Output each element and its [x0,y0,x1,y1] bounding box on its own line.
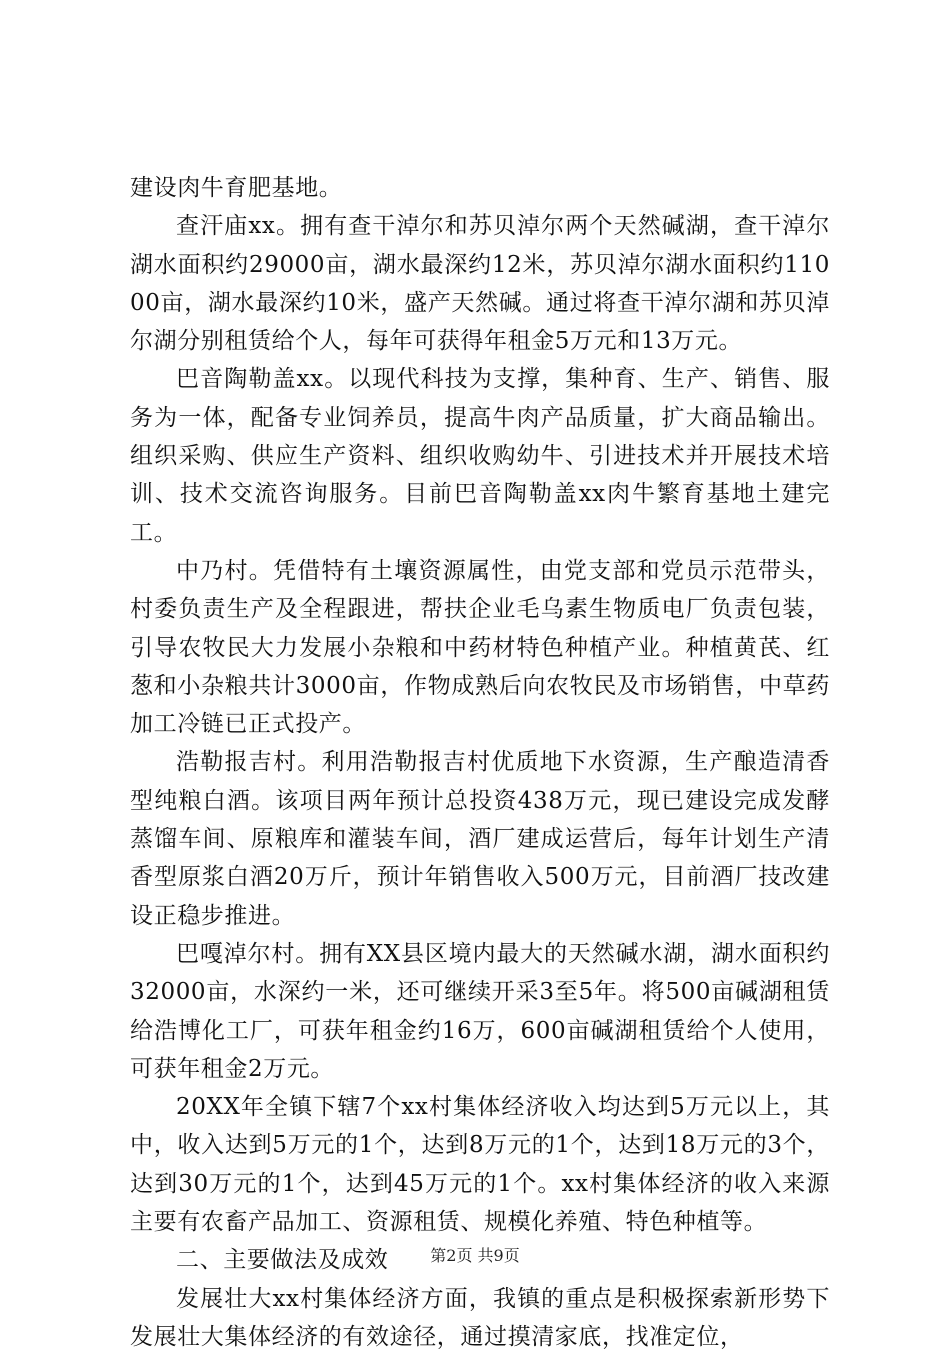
paragraph-bayintaolegai: 巴音陶勒盖xx。以现代科技为支撑，集种育、生产、销售、服务为一体，配备专业饲养员，提高牛肉产品质量，扩大商品输出。组织采购、供应生产资料、组织收购幼牛、引进技术并开展技术培训、技术交流咨询服务。目前巴音陶勒盖xx肉牛繁育基地土建完工。 [130,366,830,546]
paragraph-income-summary: 20XX年全镇下辖7个xx村集体经济收入均达到5万元以上，其中，收入达到5万元的1个，达到8万元的1个，达到18万元的3个，达到30万元的1个，达到45万元的1个。xx村集体经济的收入来源主要有农畜产品加工、资源租赁、规模化养殖、特色种植等。 [130,1094,830,1236]
page-footer: 第2页 共9页 [430,1246,520,1265]
paragraph-continuation: 建设肉牛育肥基地。 [130,175,343,201]
section-heading: 二、主要做法及成效 [176,1247,389,1274]
paragraph-bagenaoer: 巴嘎淖尔村。拥有XX县区境内最大的天然碱水湖，湖水面积约32000亩，水深约一米，还可继续开采3至5年。将500亩碱湖租赁给浩博化工厂，可获年租金约16万，600亩碱湖租赁给个人使用，可获年租金2万元。 [130,940,830,1082]
paragraph-chaganmiao: 查汗庙xx。拥有查干淖尔和苏贝淖尔两个天然碱湖，查干淖尔湖水面积约29000亩，湖水最深约12米，苏贝淖尔湖水面积约11000亩，湖水最深约10米，盛产天然碱。通过将查干淖尔湖和苏贝淖尔湖分别租赁给个人，每年可获得年租金5万元和13万元。 [130,213,830,355]
paragraph-zhongnai: 中乃村。凭借特有土壤资源属性，由党支部和党员示范带头，村委负责生产及全程跟进，帮扶企业毛乌素生物质电厂负责包装，引导农牧民大力发展小杂粮和中药材特色种植产业。种植黄芪、红葱和小杂粮共计3000亩，作物成熟后向农牧民及市场销售，中草药加工冷链已正式投产。 [130,557,830,738]
paragraph-haolebaoji: 浩勒报吉村。利用浩勒报吉村优质地下水资源，生产酿造清香型纯粮白酒。该项目两年预计总投资438万元，现已建设完成发酵蒸馏车间、原粮库和灌装车间，酒厂建成运营后，每年计划生产清香型原浆白酒20万斤，预计年销售收入500万元，目前酒厂技改建设正稳步推进。 [130,749,830,929]
document-body [130,169,830,1356]
paragraph-approach: 发展壮大xx村集体经济方面，我镇的重点是积极探索新形势下发展壮大集体经济的有效途径，通过摸清家底，找准定位， [130,1285,830,1350]
